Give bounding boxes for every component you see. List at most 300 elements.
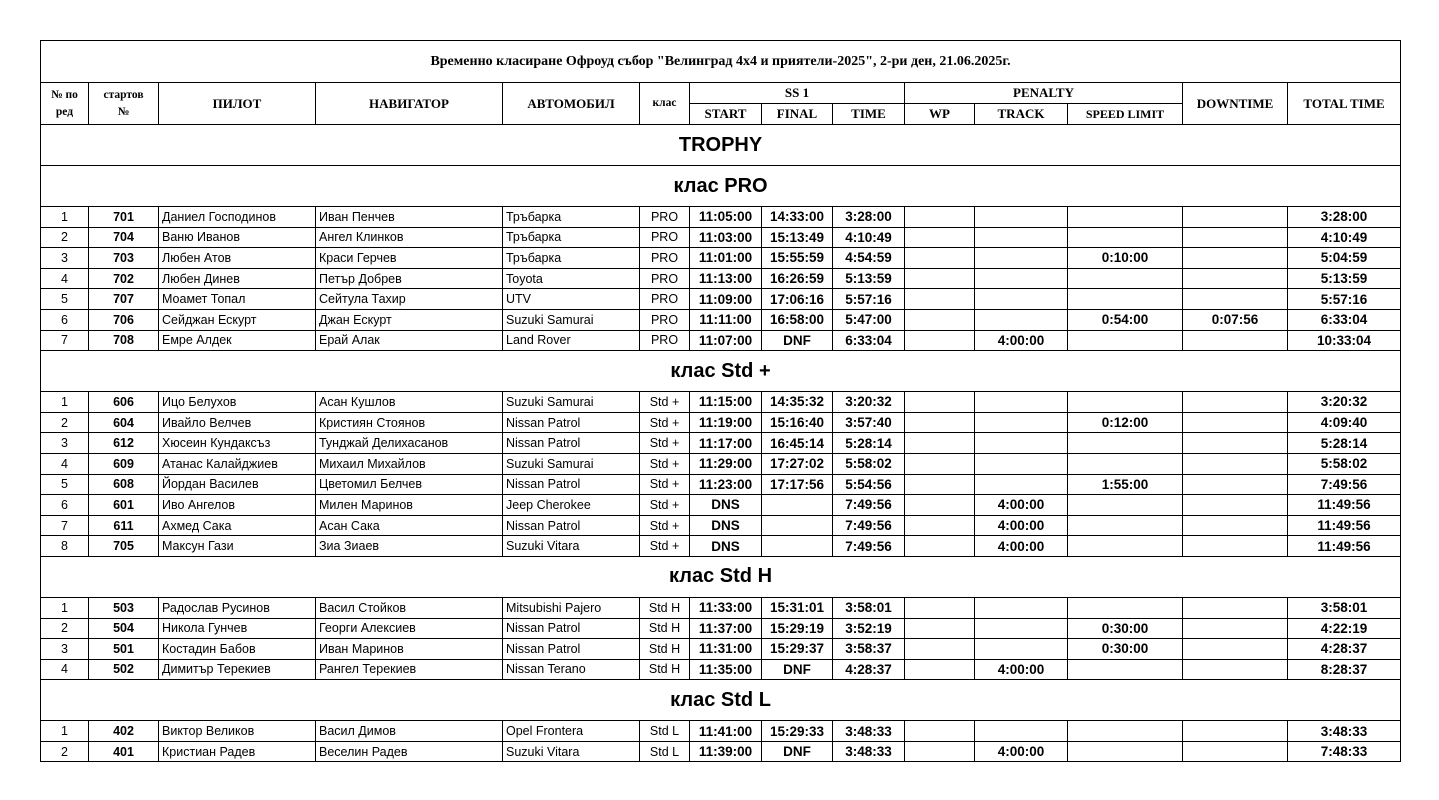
cell-penalty-track (975, 597, 1068, 618)
cell-class: Std H (640, 597, 690, 618)
cell-row-number: 8 (41, 536, 89, 557)
cell-start-time: 11:39:00 (690, 741, 762, 762)
cell-stage-time: 3:20:32 (833, 392, 905, 413)
cell-start-number: 402 (89, 721, 159, 742)
cell-start-number: 503 (89, 597, 159, 618)
cell-row-number: 4 (41, 453, 89, 474)
header-no (41, 83, 89, 125)
cell-class: Std + (640, 433, 690, 454)
cell-pilot: Любен Динев (159, 268, 316, 289)
cell-total-time: 4:28:37 (1288, 639, 1401, 660)
cell-pilot: Атанас Калайджиев (159, 453, 316, 474)
cell-total-time: 5:28:14 (1288, 433, 1401, 454)
cell-downtime (1183, 474, 1288, 495)
cell-final-time: 16:58:00 (762, 309, 833, 330)
cell-final-time: 17:06:16 (762, 289, 833, 310)
header-start: START (690, 104, 762, 125)
cell-class: Std H (640, 618, 690, 639)
cell-class: PRO (640, 330, 690, 351)
cell-start-number: 504 (89, 618, 159, 639)
cell-class: PRO (640, 309, 690, 330)
table-row (41, 741, 1401, 762)
cell-final-time: 14:35:32 (762, 392, 833, 413)
category-title: TROPHY (41, 125, 1401, 166)
cell-penalty-track (975, 207, 1068, 228)
cell-start-number: 606 (89, 392, 159, 413)
cell-navigator: Джан Ескурт (316, 309, 503, 330)
cell-navigator: Сейтула Тахир (316, 289, 503, 310)
cell-class: Std H (640, 639, 690, 660)
cell-navigator: Веселин Радев (316, 741, 503, 762)
section-title: клас Std + (41, 351, 1401, 392)
cell-row-number: 7 (41, 330, 89, 351)
cell-navigator: Ерай Алак (316, 330, 503, 351)
cell-total-time: 3:58:01 (1288, 597, 1401, 618)
cell-penalty-track: 4:00:00 (975, 659, 1068, 680)
cell-stage-time: 5:13:59 (833, 268, 905, 289)
cell-row-number: 3 (41, 248, 89, 269)
table-row (41, 474, 1401, 495)
cell-penalty-track (975, 453, 1068, 474)
cell-class: PRO (640, 289, 690, 310)
table-row (41, 495, 1401, 516)
cell-penalty-speed-limit: 0:12:00 (1068, 412, 1183, 433)
cell-stage-time: 3:52:19 (833, 618, 905, 639)
cell-start-time: 11:01:00 (690, 248, 762, 269)
cell-downtime (1183, 248, 1288, 269)
cell-downtime (1183, 639, 1288, 660)
cell-class: Std + (640, 453, 690, 474)
table-row (41, 618, 1401, 639)
cell-start-number: 501 (89, 639, 159, 660)
cell-total-time: 11:49:56 (1288, 495, 1401, 516)
cell-stage-time: 5:54:56 (833, 474, 905, 495)
cell-car: Тръбарка (503, 227, 640, 248)
cell-start-number: 705 (89, 536, 159, 557)
cell-penalty-wp (905, 392, 975, 413)
cell-start-time: 11:37:00 (690, 618, 762, 639)
cell-penalty-track: 4:00:00 (975, 515, 1068, 536)
cell-penalty-speed-limit (1068, 330, 1183, 351)
cell-row-number: 5 (41, 289, 89, 310)
header-start-no-line1: стартов (103, 88, 144, 101)
cell-car: Тръбарка (503, 248, 640, 269)
page-title: Временно класиране Офроуд събор "Велинград 4х4 и приятели-2025", 2-ри ден, 21.06.2025г. (41, 41, 1401, 83)
cell-navigator: Кристиян Стоянов (316, 412, 503, 433)
cell-penalty-speed-limit (1068, 515, 1183, 536)
cell-pilot: Емре Алдек (159, 330, 316, 351)
cell-final-time: 17:17:56 (762, 474, 833, 495)
cell-downtime (1183, 433, 1288, 454)
cell-penalty-track (975, 227, 1068, 248)
cell-class: Std H (640, 659, 690, 680)
cell-start-number: 611 (89, 515, 159, 536)
cell-penalty-track (975, 474, 1068, 495)
cell-start-number: 601 (89, 495, 159, 516)
header-row-1 (41, 83, 1401, 104)
header-ss1: SS 1 (690, 83, 905, 104)
table-row (41, 289, 1401, 310)
cell-pilot: Кристиан Радев (159, 741, 316, 762)
table-row (41, 515, 1401, 536)
cell-final-time: 15:29:37 (762, 639, 833, 660)
header-total-time: TOTAL TIME (1288, 83, 1401, 125)
cell-start-time: 11:17:00 (690, 433, 762, 454)
cell-penalty-wp (905, 474, 975, 495)
cell-row-number: 2 (41, 618, 89, 639)
cell-navigator: Васил Димов (316, 721, 503, 742)
cell-downtime (1183, 536, 1288, 557)
cell-class: PRO (640, 248, 690, 269)
cell-start-number: 502 (89, 659, 159, 680)
cell-penalty-track: 4:00:00 (975, 495, 1068, 516)
header-track: TRACK (975, 104, 1068, 125)
cell-class: Std + (640, 412, 690, 433)
cell-pilot: Любен Атов (159, 248, 316, 269)
cell-total-time: 5:57:16 (1288, 289, 1401, 310)
cell-pilot: Ваню Иванов (159, 227, 316, 248)
cell-penalty-wp (905, 536, 975, 557)
cell-downtime (1183, 453, 1288, 474)
cell-downtime (1183, 515, 1288, 536)
cell-final-time: 15:29:33 (762, 721, 833, 742)
cell-pilot: Радослав Русинов (159, 597, 316, 618)
cell-penalty-track (975, 412, 1068, 433)
cell-penalty-speed-limit (1068, 495, 1183, 516)
cell-penalty-track: 4:00:00 (975, 536, 1068, 557)
table-row (41, 330, 1401, 351)
cell-navigator: Цветомил Белчев (316, 474, 503, 495)
cell-pilot: Сейджан Ескурт (159, 309, 316, 330)
cell-car: UTV (503, 289, 640, 310)
cell-class: Std + (640, 474, 690, 495)
cell-penalty-wp (905, 207, 975, 228)
section-title: клас Std L (41, 680, 1401, 721)
cell-start-time: 11:23:00 (690, 474, 762, 495)
cell-start-time: 11:03:00 (690, 227, 762, 248)
cell-row-number: 6 (41, 309, 89, 330)
cell-total-time: 7:49:56 (1288, 474, 1401, 495)
cell-downtime (1183, 659, 1288, 680)
header-penalty: PENALTY (905, 83, 1183, 104)
cell-penalty-speed-limit (1068, 659, 1183, 680)
cell-start-number: 702 (89, 268, 159, 289)
cell-pilot: Виктор Великов (159, 721, 316, 742)
table-row (41, 412, 1401, 433)
title-row (41, 41, 1401, 83)
cell-row-number: 2 (41, 412, 89, 433)
cell-row-number: 6 (41, 495, 89, 516)
cell-total-time: 5:13:59 (1288, 268, 1401, 289)
cell-class: PRO (640, 268, 690, 289)
cell-navigator: Асан Сака (316, 515, 503, 536)
cell-penalty-wp (905, 330, 975, 351)
cell-total-time: 5:58:02 (1288, 453, 1401, 474)
cell-downtime (1183, 618, 1288, 639)
cell-row-number: 1 (41, 207, 89, 228)
table-row (41, 268, 1401, 289)
section-header (41, 680, 1401, 721)
table-row (41, 248, 1401, 269)
cell-start-time: 11:05:00 (690, 207, 762, 228)
cell-downtime (1183, 207, 1288, 228)
cell-penalty-wp (905, 639, 975, 660)
cell-start-number: 704 (89, 227, 159, 248)
cell-penalty-wp (905, 597, 975, 618)
cell-penalty-wp (905, 659, 975, 680)
cell-final-time: 15:16:40 (762, 412, 833, 433)
section-header (41, 351, 1401, 392)
section-header (41, 556, 1401, 597)
cell-stage-time: 5:58:02 (833, 453, 905, 474)
cell-penalty-speed-limit (1068, 207, 1183, 228)
cell-navigator: Петър Добрев (316, 268, 503, 289)
cell-penalty-speed-limit (1068, 741, 1183, 762)
cell-row-number: 4 (41, 659, 89, 680)
header-no-line2: ред (55, 105, 74, 118)
cell-navigator: Тунджай Делихасанов (316, 433, 503, 454)
cell-stage-time: 3:48:33 (833, 741, 905, 762)
cell-total-time: 5:04:59 (1288, 248, 1401, 269)
cell-penalty-wp (905, 268, 975, 289)
cell-car: Nissan Patrol (503, 515, 640, 536)
cell-class: Std L (640, 721, 690, 742)
cell-penalty-speed-limit: 0:10:00 (1068, 248, 1183, 269)
cell-car: Jeep Cherokee (503, 495, 640, 516)
cell-final-time: 16:26:59 (762, 268, 833, 289)
cell-stage-time: 7:49:56 (833, 495, 905, 516)
cell-final-time: 15:55:59 (762, 248, 833, 269)
cell-start-number: 612 (89, 433, 159, 454)
cell-start-number: 706 (89, 309, 159, 330)
cell-total-time: 8:28:37 (1288, 659, 1401, 680)
cell-pilot: Ицо Белухов (159, 392, 316, 413)
cell-start-number: 703 (89, 248, 159, 269)
cell-penalty-track: 4:00:00 (975, 741, 1068, 762)
cell-total-time: 3:48:33 (1288, 721, 1401, 742)
cell-class: Std + (640, 515, 690, 536)
cell-downtime (1183, 495, 1288, 516)
cell-penalty-speed-limit (1068, 536, 1183, 557)
cell-car: Suzuki Samurai (503, 309, 640, 330)
cell-navigator: Ангел Клинков (316, 227, 503, 248)
cell-row-number: 3 (41, 639, 89, 660)
header-start-no (89, 83, 159, 125)
cell-car: Тръбарка (503, 207, 640, 228)
cell-penalty-wp (905, 309, 975, 330)
cell-final-time: 15:31:01 (762, 597, 833, 618)
cell-penalty-track (975, 618, 1068, 639)
cell-final-time: 15:13:49 (762, 227, 833, 248)
cell-penalty-speed-limit (1068, 268, 1183, 289)
table-row (41, 453, 1401, 474)
cell-pilot: Никола Гунчев (159, 618, 316, 639)
cell-final-time (762, 515, 833, 536)
cell-start-time: 11:13:00 (690, 268, 762, 289)
cell-penalty-track (975, 309, 1068, 330)
cell-navigator: Милен Маринов (316, 495, 503, 516)
cell-row-number: 1 (41, 392, 89, 413)
cell-start-time: DNS (690, 515, 762, 536)
table-row (41, 227, 1401, 248)
header-start-no-line2: № (117, 105, 130, 118)
cell-navigator: Иван Маринов (316, 639, 503, 660)
cell-navigator: Зиа Зиаев (316, 536, 503, 557)
cell-row-number: 5 (41, 474, 89, 495)
cell-row-number: 2 (41, 227, 89, 248)
table-row (41, 721, 1401, 742)
header-car: АВТОМОБИЛ (503, 83, 640, 125)
cell-navigator: Краси Герчев (316, 248, 503, 269)
cell-downtime (1183, 721, 1288, 742)
cell-penalty-wp (905, 453, 975, 474)
cell-pilot: Максун Гази (159, 536, 316, 557)
header-downtime: DOWNTIME (1183, 83, 1288, 125)
cell-penalty-wp (905, 618, 975, 639)
cell-start-time: 11:09:00 (690, 289, 762, 310)
cell-start-number: 708 (89, 330, 159, 351)
cell-penalty-track (975, 721, 1068, 742)
table-row (41, 309, 1401, 330)
cell-penalty-track: 4:00:00 (975, 330, 1068, 351)
cell-downtime (1183, 597, 1288, 618)
cell-penalty-speed-limit (1068, 227, 1183, 248)
cell-stage-time: 6:33:04 (833, 330, 905, 351)
cell-total-time: 7:48:33 (1288, 741, 1401, 762)
cell-total-time: 11:49:56 (1288, 536, 1401, 557)
cell-pilot: Йордан Василев (159, 474, 316, 495)
cell-class: Std + (640, 495, 690, 516)
cell-car: Land Rover (503, 330, 640, 351)
table-row (41, 659, 1401, 680)
cell-pilot: Костадин Бабов (159, 639, 316, 660)
cell-pilot: Хюсеин Кундаксъз (159, 433, 316, 454)
cell-penalty-speed-limit (1068, 453, 1183, 474)
cell-penalty-speed-limit: 0:30:00 (1068, 639, 1183, 660)
table-row (41, 207, 1401, 228)
cell-car: Nissan Patrol (503, 639, 640, 660)
cell-start-time: 11:35:00 (690, 659, 762, 680)
header-class: клас (640, 83, 690, 125)
cell-car: Suzuki Vitara (503, 536, 640, 557)
cell-pilot: Моамет Топал (159, 289, 316, 310)
cell-total-time: 4:09:40 (1288, 412, 1401, 433)
cell-start-time: 11:29:00 (690, 453, 762, 474)
cell-car: Nissan Patrol (503, 433, 640, 454)
cell-navigator: Георги Алексиев (316, 618, 503, 639)
table-row (41, 433, 1401, 454)
cell-class: PRO (640, 227, 690, 248)
header-no-line1: № по (51, 88, 78, 101)
cell-total-time: 11:49:56 (1288, 515, 1401, 536)
cell-final-time: 15:29:19 (762, 618, 833, 639)
cell-penalty-wp (905, 433, 975, 454)
cell-stage-time: 3:57:40 (833, 412, 905, 433)
section-header (41, 166, 1401, 207)
cell-penalty-speed-limit: 0:30:00 (1068, 618, 1183, 639)
cell-start-time: 11:11:00 (690, 309, 762, 330)
cell-penalty-speed-limit: 0:54:00 (1068, 309, 1183, 330)
cell-final-time: DNF (762, 330, 833, 351)
cell-downtime (1183, 741, 1288, 762)
cell-penalty-speed-limit (1068, 433, 1183, 454)
cell-car: Suzuki Samurai (503, 392, 640, 413)
cell-car: Mitsubishi Pajero (503, 597, 640, 618)
cell-car: Nissan Patrol (503, 412, 640, 433)
header-navigator: НАВИГАТОР (316, 83, 503, 125)
cell-final-time: 17:27:02 (762, 453, 833, 474)
cell-total-time: 10:33:04 (1288, 330, 1401, 351)
cell-penalty-wp (905, 227, 975, 248)
cell-total-time: 3:28:00 (1288, 207, 1401, 228)
cell-start-time: 11:33:00 (690, 597, 762, 618)
cell-penalty-wp (905, 495, 975, 516)
cell-start-number: 401 (89, 741, 159, 762)
cell-class: PRO (640, 207, 690, 228)
cell-total-time: 4:10:49 (1288, 227, 1401, 248)
cell-navigator: Иван Пенчев (316, 207, 503, 228)
cell-row-number: 4 (41, 268, 89, 289)
cell-downtime (1183, 330, 1288, 351)
header-speed-limit: SPEED LIMIT (1068, 104, 1183, 125)
header-wp: WP (905, 104, 975, 125)
cell-downtime: 0:07:56 (1183, 309, 1288, 330)
table-row (41, 639, 1401, 660)
cell-penalty-speed-limit: 1:55:00 (1068, 474, 1183, 495)
cell-car: Suzuki Samurai (503, 453, 640, 474)
cell-penalty-speed-limit (1068, 597, 1183, 618)
cell-penalty-wp (905, 289, 975, 310)
cell-stage-time: 3:58:01 (833, 597, 905, 618)
cell-car: Nissan Terano (503, 659, 640, 680)
cell-penalty-track (975, 289, 1068, 310)
cell-navigator: Михаил Михайлов (316, 453, 503, 474)
cell-penalty-track (975, 433, 1068, 454)
cell-stage-time: 4:28:37 (833, 659, 905, 680)
cell-downtime (1183, 227, 1288, 248)
cell-penalty-track (975, 392, 1068, 413)
cell-penalty-wp (905, 741, 975, 762)
cell-penalty-wp (905, 248, 975, 269)
category-row (41, 125, 1401, 166)
cell-navigator: Асан Кушлов (316, 392, 503, 413)
cell-stage-time: 5:57:16 (833, 289, 905, 310)
cell-start-number: 608 (89, 474, 159, 495)
cell-start-time: 11:07:00 (690, 330, 762, 351)
cell-total-time: 3:20:32 (1288, 392, 1401, 413)
cell-stage-time: 4:54:59 (833, 248, 905, 269)
section-title: клас Std H (41, 556, 1401, 597)
header-pilot: ПИЛОТ (159, 83, 316, 125)
cell-penalty-speed-limit (1068, 721, 1183, 742)
cell-start-time: 11:15:00 (690, 392, 762, 413)
header-final: FINAL (762, 104, 833, 125)
cell-start-number: 604 (89, 412, 159, 433)
cell-class: Std + (640, 392, 690, 413)
cell-car: Toyota (503, 268, 640, 289)
cell-class: Std L (640, 741, 690, 762)
cell-car: Nissan Patrol (503, 618, 640, 639)
cell-stage-time: 5:47:00 (833, 309, 905, 330)
cell-navigator: Рангел Терекиев (316, 659, 503, 680)
cell-final-time: 16:45:14 (762, 433, 833, 454)
table-row (41, 597, 1401, 618)
cell-penalty-wp (905, 721, 975, 742)
cell-final-time (762, 495, 833, 516)
cell-downtime (1183, 289, 1288, 310)
cell-start-time: 11:31:00 (690, 639, 762, 660)
cell-pilot: Димитър Терекиев (159, 659, 316, 680)
